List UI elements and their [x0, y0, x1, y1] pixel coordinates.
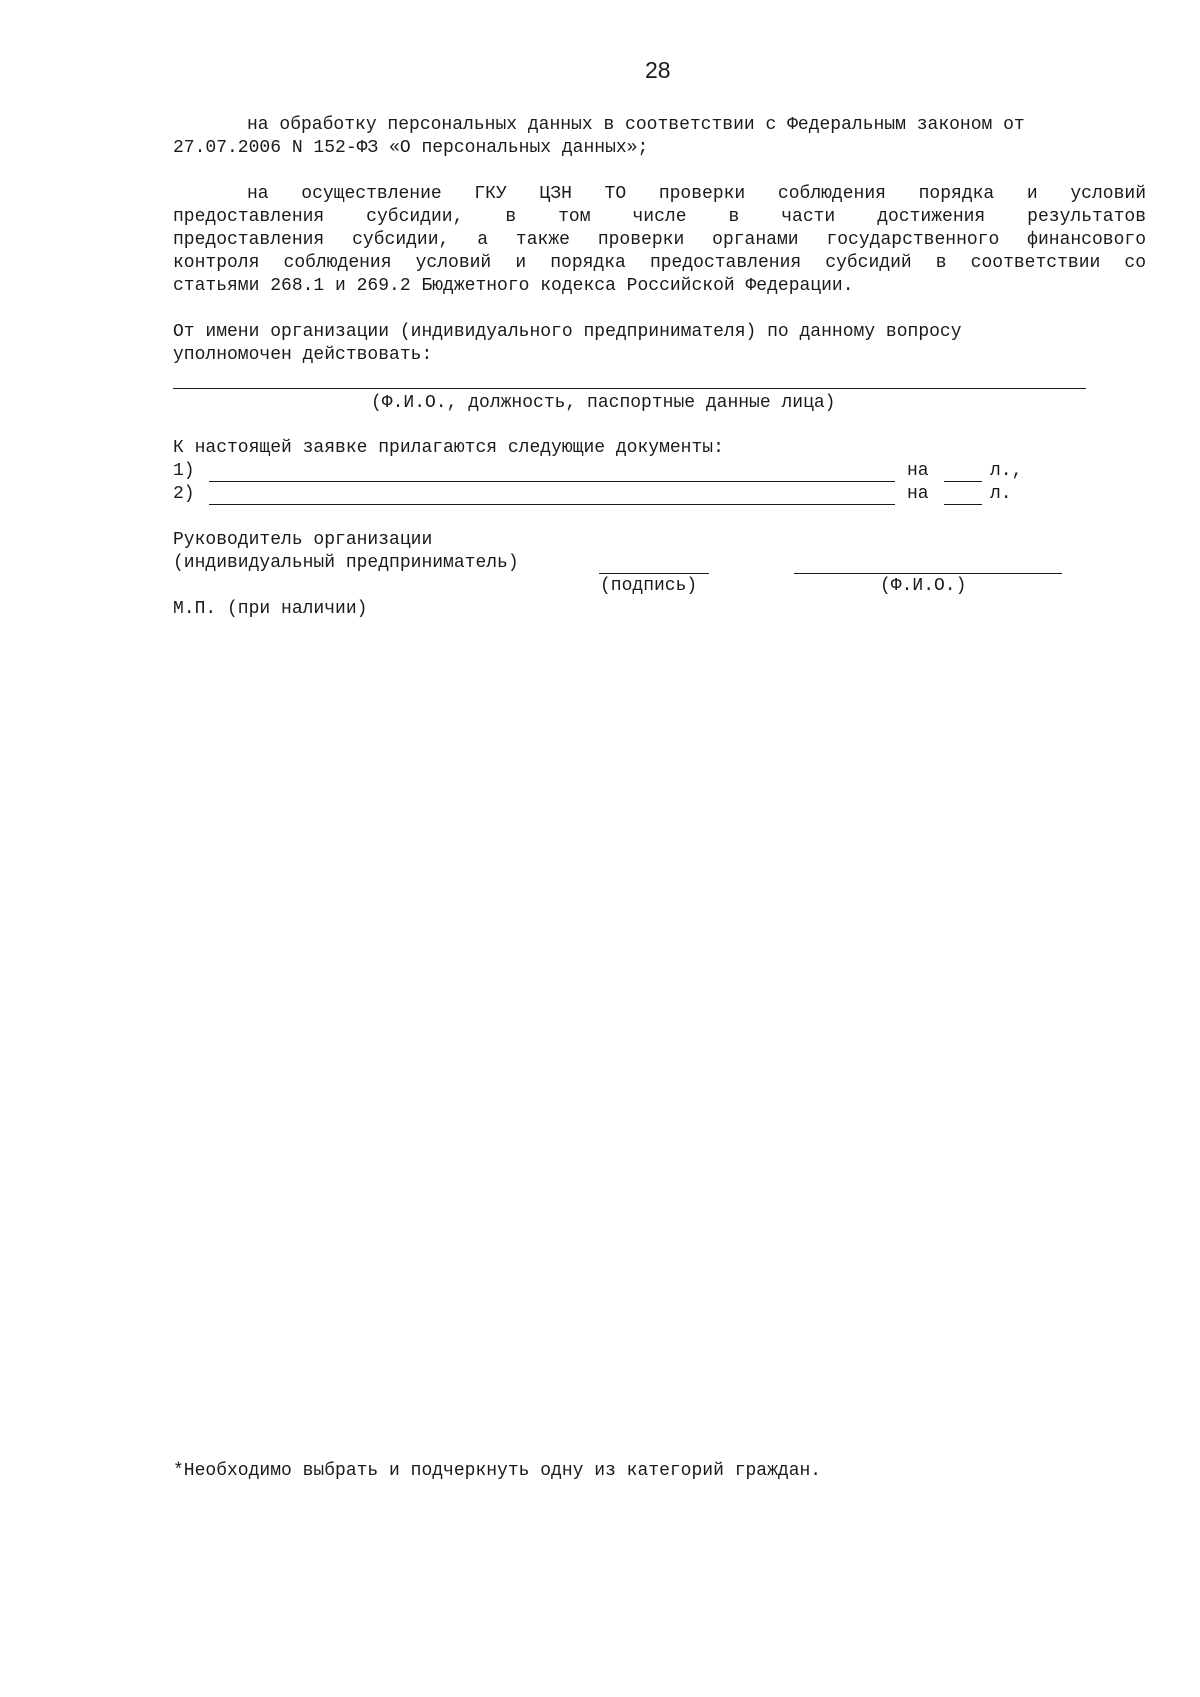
- representative-fill-line: [173, 388, 1086, 389]
- consent-1-line-1: на обработку персональных данных в соответствии с Федеральным законом от: [247, 115, 1025, 135]
- attachment-2-fill-line: [209, 504, 895, 505]
- signature-fill-line: [599, 573, 709, 574]
- attachment-1-number: 1): [173, 461, 195, 481]
- name-fill-line: [794, 573, 1062, 574]
- name-caption: (Ф.И.О.): [880, 576, 967, 596]
- attachment-2-on: на: [907, 484, 929, 504]
- consent-2-line-2: предоставления субсидии, в том числе в части достижения результатов: [173, 207, 1146, 227]
- consent-2-line-3: предоставления субсидии, а также проверки органами государственного финансового: [173, 230, 1146, 250]
- attachment-1-fill-line: [209, 481, 895, 482]
- attachment-2-number: 2): [173, 484, 195, 504]
- representative-caption: (Ф.И.О., должность, паспортные данные лица): [371, 393, 836, 413]
- representative-line-1: От имени организации (индивидуального предпринимателя) по данному вопросу: [173, 322, 962, 342]
- attachment-2-sheets-line: [944, 504, 982, 505]
- attachment-2-sheets-suffix: л.: [990, 484, 1012, 504]
- attachments-heading: К настоящей заявке прилагаются следующие документы:: [173, 438, 724, 458]
- consent-2-line-1: на осуществление ГКУ ЦЗН ТО проверки соблюдения порядка и условий: [247, 184, 1146, 204]
- stamp-note: М.П. (при наличии): [173, 599, 368, 619]
- attachment-1-on: на: [907, 461, 929, 481]
- representative-line-2: уполномочен действовать:: [173, 345, 433, 365]
- footnote: *Необходимо выбрать и подчеркнуть одну из категорий граждан.: [173, 1461, 822, 1481]
- attachment-1-sheets-suffix: л.,: [990, 461, 1023, 481]
- consent-2-line-5: статьями 268.1 и 269.2 Бюджетного кодекса Российской Федерации.: [173, 276, 854, 296]
- head-role-line-1: Руководитель организации: [173, 530, 433, 550]
- signature-caption: (подпись): [600, 576, 698, 596]
- consent-1-line-2: 27.07.2006 N 152-ФЗ «О персональных данных»;: [173, 138, 649, 158]
- attachment-1-sheets-line: [944, 481, 982, 482]
- consent-2-line-4: контроля соблюдения условий и порядка предоставления субсидий в соответствии со: [173, 253, 1146, 273]
- head-role-line-2: (индивидуальный предприниматель): [173, 553, 519, 573]
- page-number: 28: [645, 57, 671, 83]
